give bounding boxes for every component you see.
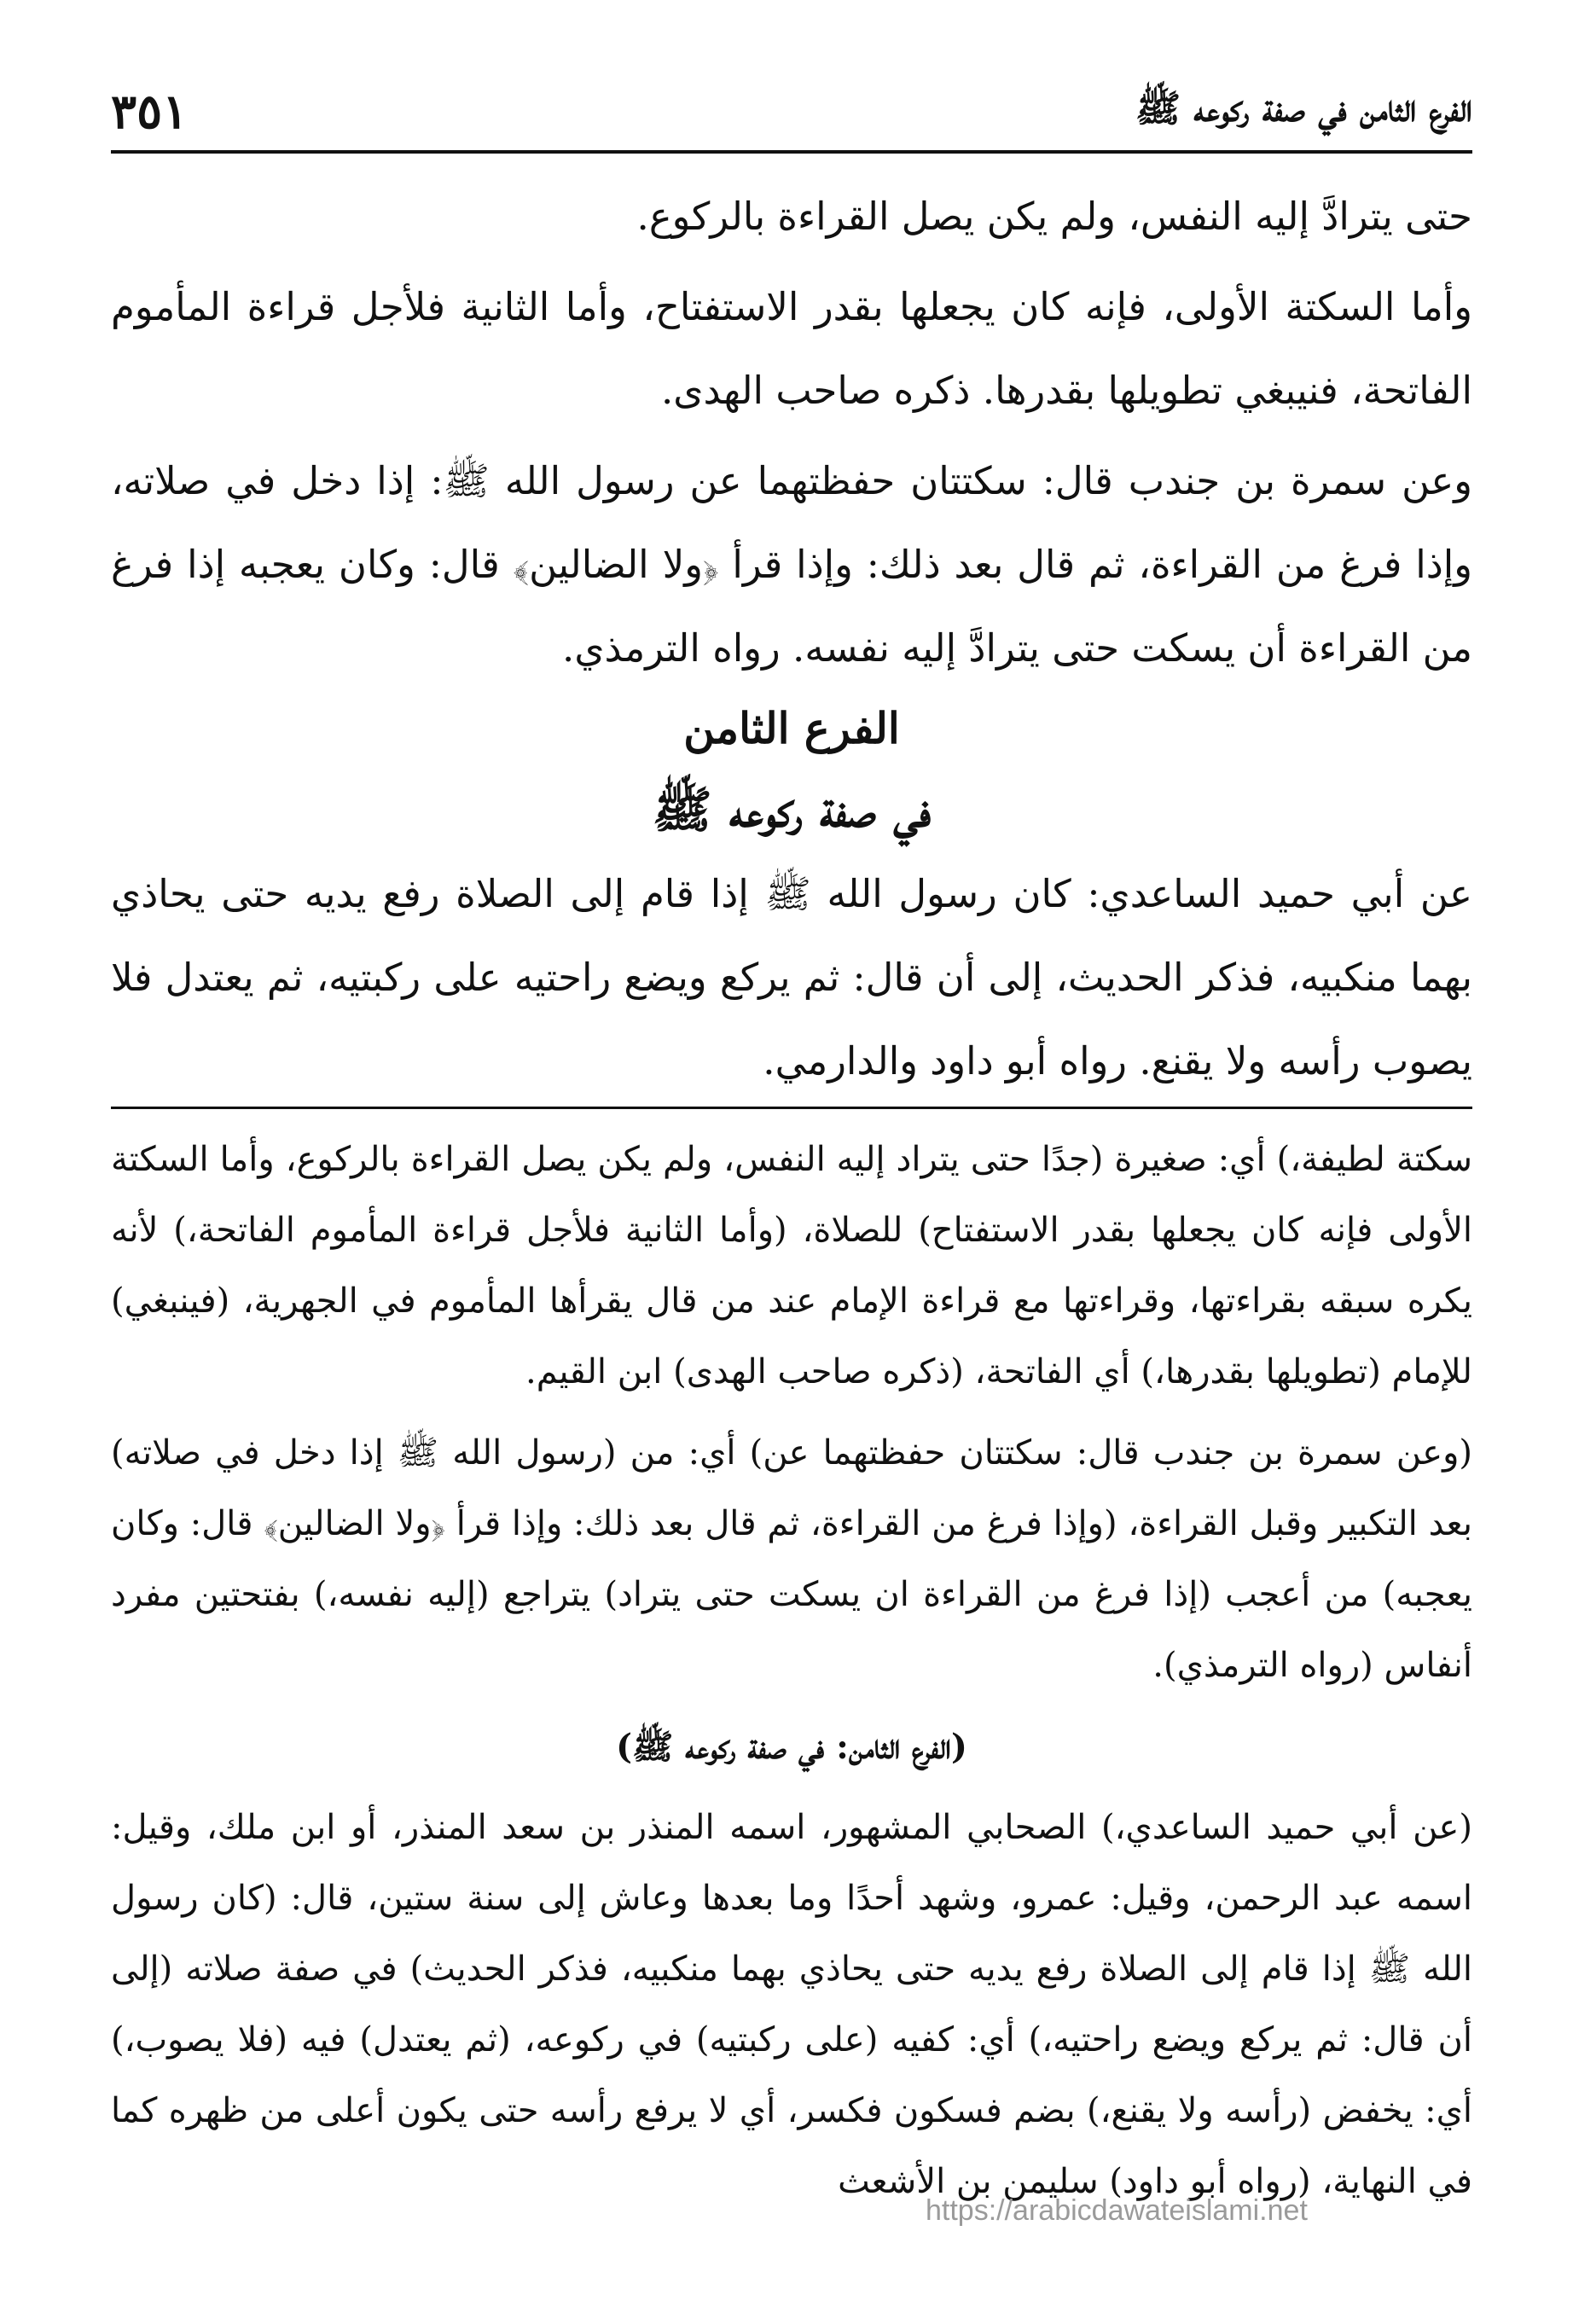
main-paragraph: حتى يترادَّ إليه النفس، ولم يكن يصل القراءة بالركوع.: [636, 194, 1472, 239]
main-text: [111, 175, 1472, 1084]
page-header: [111, 68, 1472, 154]
commentary-section-heading: (الفرع الثامن: في صفة ركوعه ﷺ): [616, 1727, 967, 1767]
commentary-paragraph: سكتة لطيفة،) أي: صغيرة (جدًا حتى يتراد إليه النفس، ولم يكن يصل القراءة بالركوع، وأما السكتة الأولى فإنه كان يجعلها بقدر الاستفتاح) للصلاة، (وأما الثانية فلأجل قراءة المأموم الفاتحة،) لأنه يكره سبقه بقراءتها، وقراءتها مع قراءة الإمام عند من قال يقرأها المأموم في الجهرية، (فينبغي) للإمام (تطويلها بقدرها،) أي الفاتحة، (ذكره صاحب الهدى) ابن القيم.: [111, 1140, 1473, 1391]
commentary-paragraph: (عن أبي حميد الساعدي،) الصحابي المشهور، اسمه المنذر بن سعد المنذر، أو ابن ملك، وقيل: اسمه عبد الرحمن، وقيل: عمرو، وشهد أحدًا وما بعدها وعاش إلى سنة ستين، قال: (كان رسول الله ﷺ إذا قام إلى الصلاة رفع يديه حتى يحاذي بهما منكبيه، فذكر الحديث) في صفة صلاته (إلى أن قال: ثم يركع ويضع راحتيه،) أي: كفيه (على ركبتيه) في ركوعه، (ثم يعتدل) فيه (فلا يصوب،) أي: يخفض (رأسه ولا يقنع،) بضم فسكون فكسر، أي لا يرفع رأسه حتى يكون أعلى من ظهره كما في النهاية، (رواه أبو داود) سليمن بن الأشعث: [111, 1808, 1472, 2201]
commentary-text: [111, 1124, 1473, 2201]
main-paragraph: وأما السكتة الأولى، فإنه كان يجعلها بقدر الاستفتاح، وأما الثانية فلأجل قراءة المأموم الفاتحة، فنيبغي تطويلها بقدرها. ذكره صاحب الهدى.: [111, 284, 1472, 413]
main-paragraph: وعن سمرة بن جندب قال: سكتتان حفظتهما عن رسول الله ﷺ: إذا دخل في صلاته، وإذا فرغ من القراءة، ثم قال بعد ذلك: وإذا قرأ ﴿ولا الضالين﴾ قال: وكان يعجبه إذا فرغ من القراءة أن يسكت حتى يترادَّ إليه نفسه. رواه الترمذي.: [111, 458, 1472, 671]
commentary-paragraph: (وعن سمرة بن جندب قال: سكتتان حفظتهما عن) أي: من (رسول الله ﷺ إذا دخل في صلاته) بعد التكبير وقبل القراءة، (وإذا فرغ من القراءة، ثم قال بعد ذلك: وإذا قرأ ﴿ولا الضالين﴾ قال: وكان يعجبه) من أعجب (إذا فرغ من القراءة ان يسكت حتى يتراد) يتراجع (إليه نفسه،) بفتحتين مفرد أنفاس (رواه الترمذي).: [111, 1433, 1472, 1685]
page-number: ٣٥١: [111, 84, 189, 140]
section-title: في صفة ركوعه ﷺ: [652, 781, 932, 839]
hadith-paragraph: عن أبي حميد الساعدي: كان رسول الله ﷺ إذا قام إلى الصلاة رفع يديه حتى يحاذي بهما منكبيه، فذكر الحديث، إلى أن قال: ثم يركع ويضع راحتيه على ركبتيه، ثم يعتدل فلا يصوب رأسه ولا يقنع. رواه أبو داود والدارمي.: [111, 871, 1472, 1084]
footnote-separator: [111, 1107, 1472, 1109]
section-label: الفرع الثامن: [683, 703, 900, 753]
running-title: الفرع الثامن في صفة ركوعه ﷺ: [1135, 87, 1472, 131]
watermark-url: https://arabicdawateislami.net: [926, 2194, 1308, 2227]
